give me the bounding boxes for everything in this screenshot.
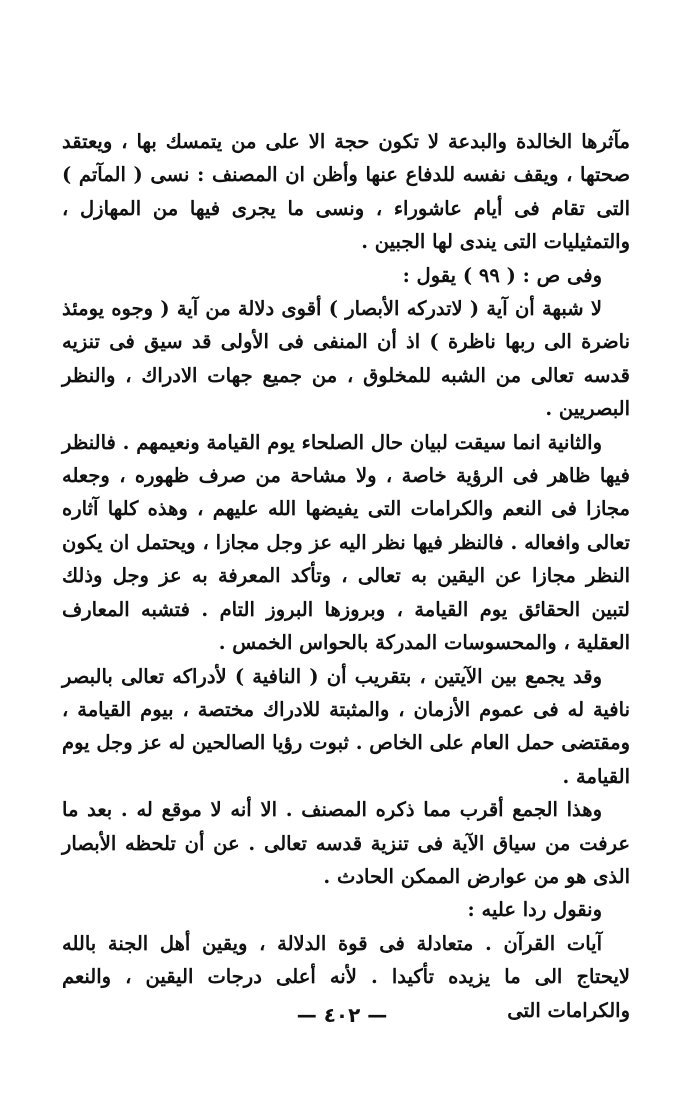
paragraph: وقد يجمع بين الآيتين ، بتقريب أن ( النافية ) لأدراكه تعالى بالبصر نافية له فى عموم الأزمان ، والمثبتة للادراك مختصة ، بيوم القيامة ، ومقتضى حمل العام على الخاص . ثبوت رؤيا الصالحين له عز وجل يوم القيامة . <box>62 664 630 788</box>
paragraph: والثانية انما سيقت لبيان حال الصلحاء يوم القيامة ونعيمهم . فالنظر فيها ظاهر فى الرؤية خاصة ، ولا مشاحة من صرف ظهوره ، وجعله مجازا فى النعم والكرامات التى يفيضها الله عليهم ، وهذه كلها آثاره تعالى وافعاله . فالنظر فيها نظر اليه عز وجل مجازا ، ويحتمل ان يكون النظر مجازا عن اليقين به تعالى ، وتأكد المعرفة به عز وجل وذلك لتبين الحقائق يوم القيامة ، وبروزها البروز التام . فتشبه المعارف العقلية ، والمحسوسات المدركة بالحواس الخمس . <box>62 430 630 655</box>
page-number: — ٤٠٢ — <box>296 1003 388 1027</box>
paragraph: وهذا الجمع أقرب مما ذكره المصنف . الا أنه لا موقع له . بعد ما عرفت من سياق الآية فى تنزية قدسه تعالى . عن أن تلحظه الأبصار الذى هو من عوارض الممكن الحادث . <box>62 798 630 888</box>
paragraph: آيات القرآن . متعادلة فى قوة الدلالة ، ويقين أهل الجنة بالله لايحتاج الى ما يزيده تأكيدا . لأنه أعلى درجات اليقين ، والنعم والكرامات التى <box>62 931 630 1022</box>
paragraph: لا شبهة أن آية ( لاتدركه الأبصار ) أقوى دلالة من آية ( وجوه يومئذ ناضرة الى ربها ناظرة ) اذ أن المنفى فى الأولى قد سيق فى تنزيه قدسه تعالى من الشبه للمخلوق ، من جميع جهات الادراك ، والنظر البصريين . <box>62 297 630 421</box>
paragraph: وفى ص : ( ٩٩ ) يقول : <box>402 263 602 287</box>
paragraph: مآثرها الخالدة والبدعة لا تكون حجة الا على من يتمسك بها ، ويعتقد صحتها ، ويقف نفسه للدفاع عنها وأظن ان المصنف : نسى ( المآتم ) التى تقام فى أيام عاشوراء ، ونسى ما يجرى فيها من المهازل ، والتمثيليات التى يندى لها الجبين . <box>62 130 630 254</box>
paragraph: ونقول ردا عليه : <box>467 898 602 922</box>
body-text <box>62 125 630 1027</box>
